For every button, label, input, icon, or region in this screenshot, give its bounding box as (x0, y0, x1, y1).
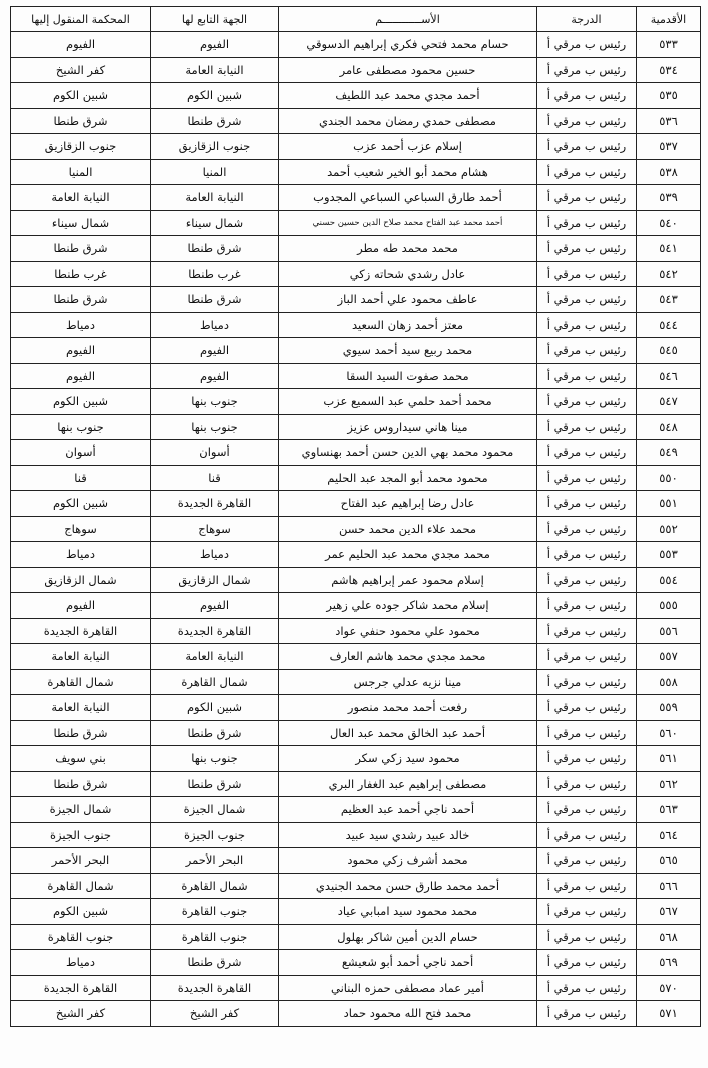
table-row (11, 567, 701, 593)
table-row (11, 185, 701, 211)
grade-cell: رئيس ب مرقي أ (537, 567, 637, 593)
affiliation-cell: دمياط (151, 312, 279, 338)
grade-cell: رئيس ب مرقي أ (537, 363, 637, 389)
table-row (11, 210, 701, 236)
seniority-cell: ٥٦٥ (637, 848, 701, 874)
name-cell: مصطفى حمدي رمضان محمد الجندي (279, 108, 537, 134)
affiliation-cell: شمال الجيزة (151, 797, 279, 823)
seniority-cell: ٥٦٧ (637, 899, 701, 925)
name-cell: عاطف محمود علي أحمد الباز (279, 287, 537, 313)
grade-cell: رئيس ب مرقي أ (537, 389, 637, 415)
seniority-cell: ٥٥٧ (637, 644, 701, 670)
transferred-to-cell: النيابة العامة (11, 695, 151, 721)
table-row (11, 618, 701, 644)
table-row (11, 287, 701, 313)
grade-cell: رئيس ب مرقي أ (537, 108, 637, 134)
table-row (11, 899, 701, 925)
transfer-roster-table (10, 6, 701, 1027)
transferred-to-cell: كفر الشيخ (11, 57, 151, 83)
table-row (11, 32, 701, 58)
grade-cell: رئيس ب مرقي أ (537, 57, 637, 83)
grade-cell: رئيس ب مرقي أ (537, 797, 637, 823)
affiliation-cell: قنا (151, 465, 279, 491)
seniority-cell: ٥٣٧ (637, 134, 701, 160)
seniority-cell: ٥٤٥ (637, 338, 701, 364)
affiliation-cell: الفيوم (151, 32, 279, 58)
grade-cell: رئيس ب مرقي أ (537, 210, 637, 236)
affiliation-cell: شرق طنطا (151, 108, 279, 134)
seniority-cell: ٥٣٩ (637, 185, 701, 211)
name-cell: إسلام محمد شاكر جوده علي زهير (279, 593, 537, 619)
table-row (11, 924, 701, 950)
grade-cell: رئيس ب مرقي أ (537, 185, 637, 211)
name-cell: محمود محمد بهي الدين حسن أحمد بهنساوي (279, 440, 537, 466)
name-cell: محمد علاء الدين محمد حسن (279, 516, 537, 542)
grade-cell: رئيس ب مرقي أ (537, 669, 637, 695)
grade-cell: رئيس ب مرقي أ (537, 924, 637, 950)
seniority-cell: ٥٤٨ (637, 414, 701, 440)
name-cell: معتز أحمد زهان السعيد (279, 312, 537, 338)
seniority-cell: ٥٤١ (637, 236, 701, 262)
seniority-cell: ٥٥٥ (637, 593, 701, 619)
name-cell: محمد ربيع سيد أحمد سيوي (279, 338, 537, 364)
affiliation-cell: شرق طنطا (151, 771, 279, 797)
seniority-cell: ٥٤٦ (637, 363, 701, 389)
table-row (11, 363, 701, 389)
table-row (11, 134, 701, 160)
seniority-cell: ٥٤٧ (637, 389, 701, 415)
transferred-to-cell: الفيوم (11, 593, 151, 619)
grade-cell: رئيس ب مرقي أ (537, 873, 637, 899)
name-cell: حسام محمد فتحي فكري إبراهيم الدسوقي (279, 32, 537, 58)
name-cell: خالد عبيد رشدي سيد عبيد (279, 822, 537, 848)
affiliation-cell: جنوب القاهرة (151, 924, 279, 950)
seniority-cell: ٥٦٤ (637, 822, 701, 848)
transferred-to-cell: سوهاج (11, 516, 151, 542)
transferred-to-cell: شمال سيناء (11, 210, 151, 236)
table-row (11, 720, 701, 746)
grade-cell: رئيس ب مرقي أ (537, 746, 637, 772)
grade-cell: رئيس ب مرقي أ (537, 287, 637, 313)
affiliation-cell: الفيوم (151, 593, 279, 619)
affiliation-cell: شرق طنطا (151, 720, 279, 746)
name-cell: مصطفى إبراهيم عبد الغفار البري (279, 771, 537, 797)
grade-cell: رئيس ب مرقي أ (537, 159, 637, 185)
affiliation-cell: النيابة العامة (151, 644, 279, 670)
header-affiliation: الجهة التابع لها (151, 7, 279, 32)
affiliation-cell: جنوب الزقازيق (151, 134, 279, 160)
seniority-cell: ٥٤٢ (637, 261, 701, 287)
name-cell: عادل رشدي شحاته زكي (279, 261, 537, 287)
transferred-to-cell: شرق طنطا (11, 287, 151, 313)
header-grade: الدرجة (537, 7, 637, 32)
name-cell: أحمد ناجي أحمد أبو شعيشع (279, 950, 537, 976)
affiliation-cell: شبين الكوم (151, 83, 279, 109)
seniority-cell: ٥٤٠ (637, 210, 701, 236)
grade-cell: رئيس ب مرقي أ (537, 771, 637, 797)
affiliation-cell: جنوب بنها (151, 414, 279, 440)
table-row (11, 491, 701, 517)
transferred-to-cell: القاهرة الجديدة (11, 975, 151, 1001)
transferred-to-cell: شمال الزقازيق (11, 567, 151, 593)
table-row (11, 797, 701, 823)
transferred-to-cell: شمال القاهرة (11, 669, 151, 695)
grade-cell: رئيس ب مرقي أ (537, 236, 637, 262)
seniority-cell: ٥٧٠ (637, 975, 701, 1001)
seniority-cell: ٥٥٨ (637, 669, 701, 695)
seniority-cell: ٥٦٨ (637, 924, 701, 950)
table-row (11, 1001, 701, 1027)
grade-cell: رئيس ب مرقي أ (537, 338, 637, 364)
transferred-to-cell: البحر الأحمر (11, 848, 151, 874)
transferred-to-cell: جنوب القاهرة (11, 924, 151, 950)
seniority-cell: ٥٥١ (637, 491, 701, 517)
transferred-to-cell: بني سويف (11, 746, 151, 772)
transferred-to-cell: شبين الكوم (11, 83, 151, 109)
name-cell: محمد أشرف زكي محمود (279, 848, 537, 874)
table-row (11, 261, 701, 287)
header-seniority: الأقدمية (637, 7, 701, 32)
name-cell: أحمد طارق السباعي السباعي المجدوب (279, 185, 537, 211)
name-cell: محمد محمود سيد امبابي عياد (279, 899, 537, 925)
seniority-cell: ٥٣٦ (637, 108, 701, 134)
transferred-to-cell: الفيوم (11, 363, 151, 389)
transferred-to-cell: جنوب الجيزة (11, 822, 151, 848)
grade-cell: رئيس ب مرقي أ (537, 542, 637, 568)
affiliation-cell: شرق طنطا (151, 236, 279, 262)
name-cell: محمود علي محمود حنفي عواد (279, 618, 537, 644)
name-cell: محمد أحمد حلمي عبد السميع عزب (279, 389, 537, 415)
affiliation-cell: جنوب بنها (151, 746, 279, 772)
affiliation-cell: القاهرة الجديدة (151, 975, 279, 1001)
grade-cell: رئيس ب مرقي أ (537, 32, 637, 58)
name-cell: محمد مجدي محمد عبد الحليم عمر (279, 542, 537, 568)
transferred-to-cell: شبين الكوم (11, 899, 151, 925)
seniority-cell: ٥٦٣ (637, 797, 701, 823)
transferred-to-cell: كفر الشيخ (11, 1001, 151, 1027)
table-row (11, 822, 701, 848)
grade-cell: رئيس ب مرقي أ (537, 261, 637, 287)
table-row (11, 312, 701, 338)
affiliation-cell: شرق طنطا (151, 287, 279, 313)
seniority-cell: ٥٥٢ (637, 516, 701, 542)
affiliation-cell: شمال القاهرة (151, 873, 279, 899)
grade-cell: رئيس ب مرقي أ (537, 950, 637, 976)
name-cell: محمود سيد زكي سكر (279, 746, 537, 772)
seniority-cell: ٥٣٥ (637, 83, 701, 109)
affiliation-cell: غرب طنطا (151, 261, 279, 287)
name-cell: مينا نزيه عدلي جرجس (279, 669, 537, 695)
transferred-to-cell: المنيا (11, 159, 151, 185)
name-cell: أحمد ناجي أحمد عبد العظيم (279, 797, 537, 823)
table-row (11, 516, 701, 542)
name-cell: أمير عماد مصطفى حمزه البناني (279, 975, 537, 1001)
name-cell: محمد فتح الله محمود حماد (279, 1001, 537, 1027)
name-cell: عادل رضا إبراهيم عبد الفتاح (279, 491, 537, 517)
table-row (11, 644, 701, 670)
grade-cell: رئيس ب مرقي أ (537, 83, 637, 109)
grade-cell: رئيس ب مرقي أ (537, 975, 637, 1001)
transferred-to-cell: القاهرة الجديدة (11, 618, 151, 644)
header-transferred-to: المحكمة المنقول إليها (11, 7, 151, 32)
affiliation-cell: شرق طنطا (151, 950, 279, 976)
grade-cell: رئيس ب مرقي أ (537, 414, 637, 440)
affiliation-cell: شمال الزقازيق (151, 567, 279, 593)
transferred-to-cell: شرق طنطا (11, 771, 151, 797)
grade-cell: رئيس ب مرقي أ (537, 593, 637, 619)
affiliation-cell: القاهرة الجديدة (151, 618, 279, 644)
affiliation-cell: جنوب القاهرة (151, 899, 279, 925)
transferred-to-cell: الفيوم (11, 338, 151, 364)
affiliation-cell: الفيوم (151, 338, 279, 364)
name-cell: محمد صفوت السيد السقا (279, 363, 537, 389)
transferred-to-cell: شرق طنطا (11, 720, 151, 746)
affiliation-cell: سوهاج (151, 516, 279, 542)
transferred-to-cell: شبين الكوم (11, 491, 151, 517)
affiliation-cell: شبين الكوم (151, 695, 279, 721)
name-cell: أحمد مجدي محمد عبد اللطيف (279, 83, 537, 109)
grade-cell: رئيس ب مرقي أ (537, 695, 637, 721)
table-header-row (11, 7, 701, 32)
transferred-to-cell: دمياط (11, 950, 151, 976)
transferred-to-cell: النيابة العامة (11, 644, 151, 670)
seniority-cell: ٥٣٤ (637, 57, 701, 83)
name-cell: مينا هاني سيداروس عزيز (279, 414, 537, 440)
affiliation-cell: شمال القاهرة (151, 669, 279, 695)
affiliation-cell: كفر الشيخ (151, 1001, 279, 1027)
table-row (11, 746, 701, 772)
table-row (11, 950, 701, 976)
seniority-cell: ٥٥٤ (637, 567, 701, 593)
transferred-to-cell: شمال الجيزة (11, 797, 151, 823)
table-row (11, 440, 701, 466)
seniority-cell: ٥٣٣ (637, 32, 701, 58)
affiliation-cell: جنوب الجيزة (151, 822, 279, 848)
name-cell: أحمد محمد عبد الفتاح محمد صلاح الدين حسين حسني (279, 210, 537, 236)
header-name: الأســــــــــــم (279, 7, 537, 32)
grade-cell: رئيس ب مرقي أ (537, 618, 637, 644)
table-row (11, 542, 701, 568)
grade-cell: رئيس ب مرقي أ (537, 720, 637, 746)
table-row (11, 389, 701, 415)
grade-cell: رئيس ب مرقي أ (537, 899, 637, 925)
grade-cell: رئيس ب مرقي أ (537, 822, 637, 848)
seniority-cell: ٥٥٣ (637, 542, 701, 568)
table-row (11, 159, 701, 185)
table-row (11, 465, 701, 491)
transferred-to-cell: الفيوم (11, 32, 151, 58)
grade-cell: رئيس ب مرقي أ (537, 516, 637, 542)
affiliation-cell: النيابة العامة (151, 185, 279, 211)
transferred-to-cell: قنا (11, 465, 151, 491)
table-row (11, 593, 701, 619)
table-row (11, 236, 701, 262)
grade-cell: رئيس ب مرقي أ (537, 465, 637, 491)
seniority-cell: ٥٦٩ (637, 950, 701, 976)
table-row (11, 873, 701, 899)
grade-cell: رئيس ب مرقي أ (537, 644, 637, 670)
table-row (11, 108, 701, 134)
table-row (11, 57, 701, 83)
table-row (11, 83, 701, 109)
grade-cell: رئيس ب مرقي أ (537, 440, 637, 466)
affiliation-cell: المنيا (151, 159, 279, 185)
affiliation-cell: دمياط (151, 542, 279, 568)
seniority-cell: ٥٤٣ (637, 287, 701, 313)
affiliation-cell: جنوب بنها (151, 389, 279, 415)
seniority-cell: ٥٤٩ (637, 440, 701, 466)
grade-cell: رئيس ب مرقي أ (537, 134, 637, 160)
table-row (11, 848, 701, 874)
affiliation-cell: البحر الأحمر (151, 848, 279, 874)
grade-cell: رئيس ب مرقي أ (537, 848, 637, 874)
name-cell: إسلام عزب أحمد عزب (279, 134, 537, 160)
transferred-to-cell: النيابة العامة (11, 185, 151, 211)
seniority-cell: ٥٦٢ (637, 771, 701, 797)
table-row (11, 975, 701, 1001)
table-row (11, 669, 701, 695)
name-cell: رفعت أحمد محمد منصور (279, 695, 537, 721)
transferred-to-cell: دمياط (11, 312, 151, 338)
grade-cell: رئيس ب مرقي أ (537, 1001, 637, 1027)
name-cell: أحمد عبد الخالق محمد عبد العال (279, 720, 537, 746)
table-row (11, 771, 701, 797)
seniority-cell: ٥٥٩ (637, 695, 701, 721)
seniority-cell: ٥٧١ (637, 1001, 701, 1027)
transferred-to-cell: شبين الكوم (11, 389, 151, 415)
table-row (11, 338, 701, 364)
transferred-to-cell: شمال القاهرة (11, 873, 151, 899)
seniority-cell: ٥٥٦ (637, 618, 701, 644)
name-cell: أحمد محمد طارق حسن محمد الجنيدي (279, 873, 537, 899)
affiliation-cell: النيابة العامة (151, 57, 279, 83)
seniority-cell: ٥٥٠ (637, 465, 701, 491)
transferred-to-cell: جنوب الزقازيق (11, 134, 151, 160)
affiliation-cell: أسوان (151, 440, 279, 466)
affiliation-cell: القاهرة الجديدة (151, 491, 279, 517)
grade-cell: رئيس ب مرقي أ (537, 312, 637, 338)
transferred-to-cell: جنوب بنها (11, 414, 151, 440)
affiliation-cell: الفيوم (151, 363, 279, 389)
name-cell: هشام محمد أبو الخير شعيب أحمد (279, 159, 537, 185)
seniority-cell: ٥٦١ (637, 746, 701, 772)
seniority-cell: ٥٦٠ (637, 720, 701, 746)
transferred-to-cell: شرق طنطا (11, 236, 151, 262)
name-cell: محمد محمد طه مطر (279, 236, 537, 262)
seniority-cell: ٥٤٤ (637, 312, 701, 338)
transferred-to-cell: شرق طنطا (11, 108, 151, 134)
seniority-cell: ٥٣٨ (637, 159, 701, 185)
name-cell: حسين محمود مصطفى عامر (279, 57, 537, 83)
name-cell: محمود محمد أبو المجد عبد الحليم (279, 465, 537, 491)
table-row (11, 414, 701, 440)
name-cell: محمد مجدي محمد هاشم العارف (279, 644, 537, 670)
grade-cell: رئيس ب مرقي أ (537, 491, 637, 517)
transferred-to-cell: أسوان (11, 440, 151, 466)
name-cell: إسلام محمود عمر إبراهيم هاشم (279, 567, 537, 593)
transferred-to-cell: غرب طنطا (11, 261, 151, 287)
transferred-to-cell: دمياط (11, 542, 151, 568)
seniority-cell: ٥٦٦ (637, 873, 701, 899)
affiliation-cell: شمال سيناء (151, 210, 279, 236)
name-cell: حسام الدين أمين شاكر بهلول (279, 924, 537, 950)
table-row (11, 695, 701, 721)
table-body (11, 32, 701, 1027)
